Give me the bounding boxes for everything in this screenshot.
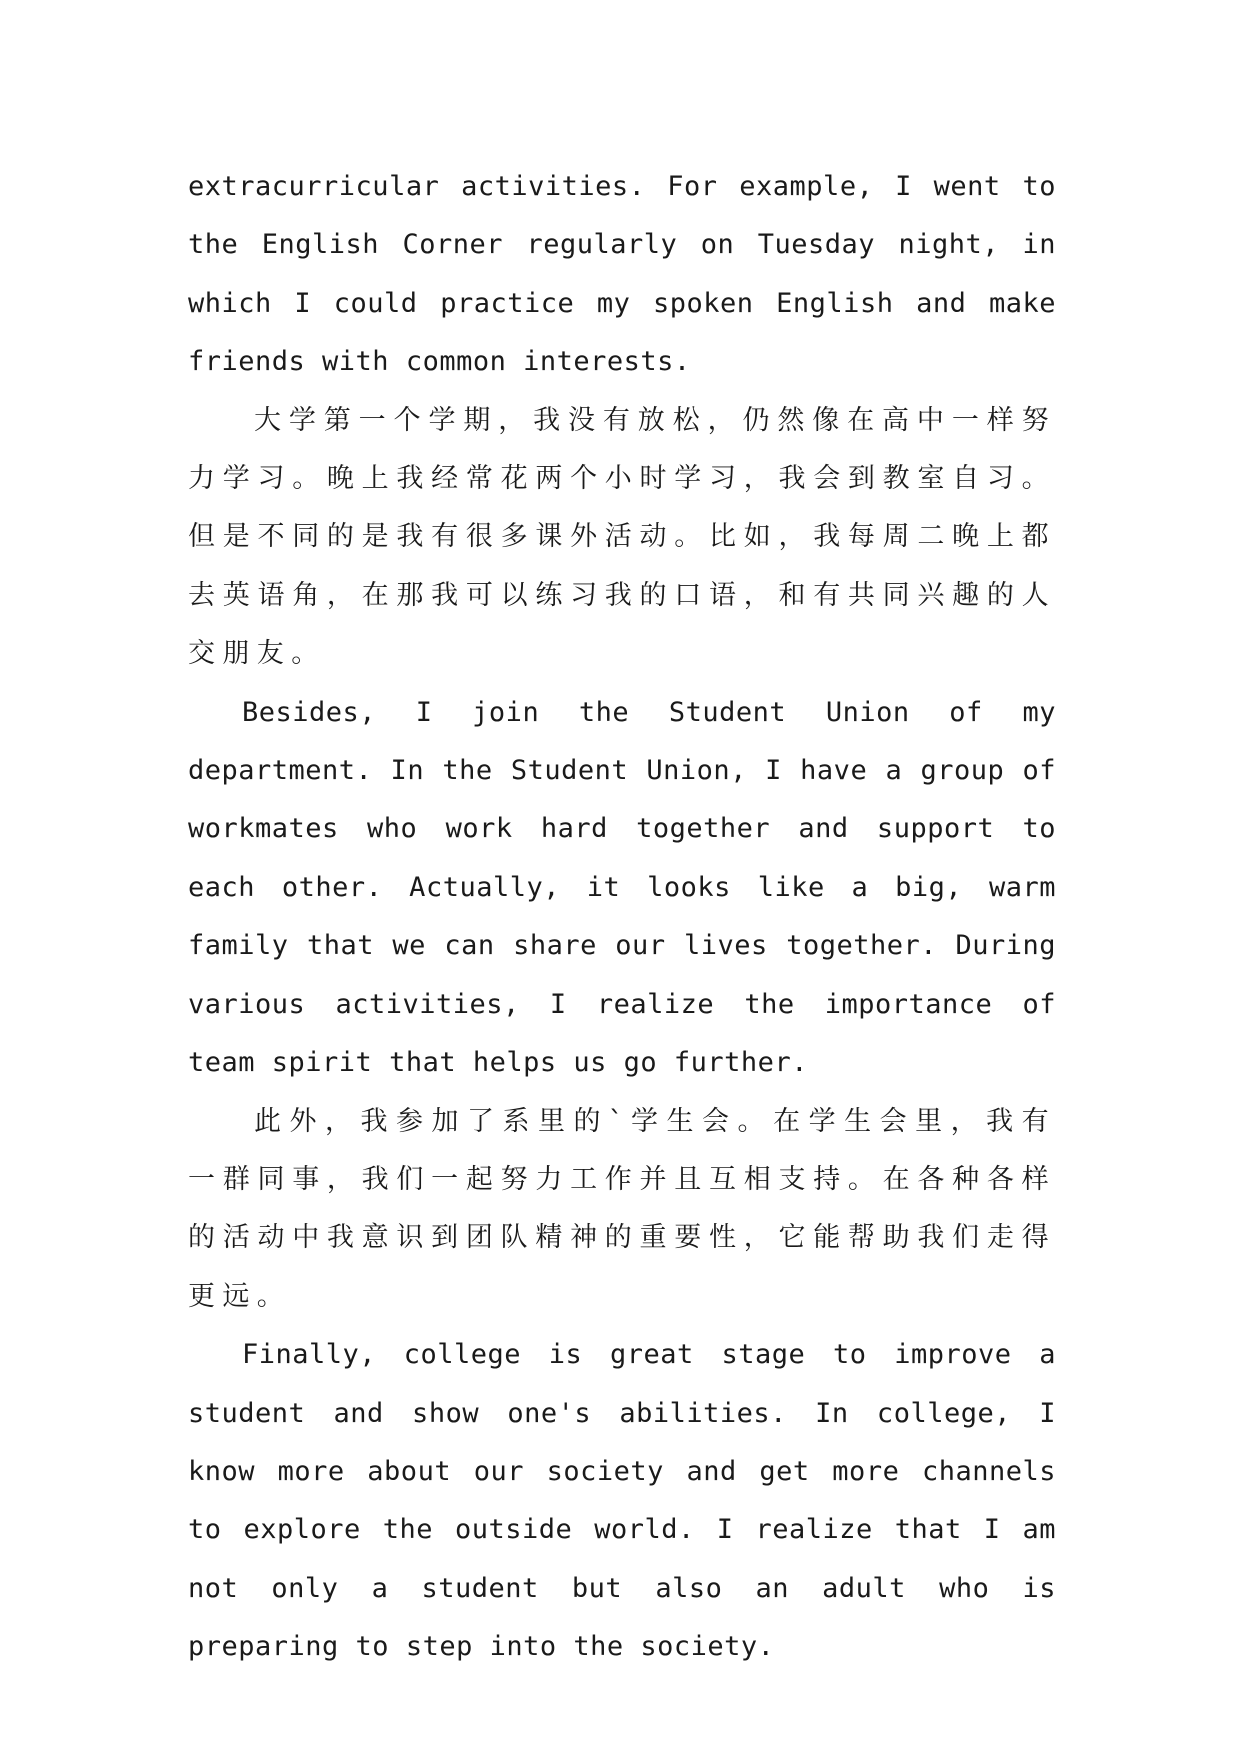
paragraph-finally: Finally, college is great stage to improve a student and show one's abilities. In college, I know more about our society and get more channels to explore the outside world. I realize that I am not only a student but also an adult who is preparing to step into the society. bbox=[188, 1339, 1056, 1663]
document-body bbox=[188, 158, 1056, 1677]
paragraph-student-union: Besides, I join the Student Union of my department. In the Student Union, I have a group of workmates who work hard together and support to each other. Actually, it looks like a big, warm family that we can share our lives together. During various activities, I realize the importance of team spirit that helps us go further. bbox=[188, 696, 1056, 1079]
paragraph-first-semester-chinese: 大学第一个学期，我没有放松，仍然像在高中一样努力学习。晚上我经常花两个小时学习，我会到教室自习。但是不同的是我有很多课外活动。比如，我每周二晚上都去英语角，在那我可以练习我的口语，和有共同兴趣的人交朋友。 bbox=[188, 404, 1056, 670]
paragraph-student-union-chinese: 此外，我参加了系里的`学生会。在学生会里，我有一群同事，我们一起努力工作并且互相支持。在各种各样的活动中我意识到团队精神的重要性，它能帮助我们走得更远。 bbox=[188, 1105, 1056, 1312]
paragraph-extracurricular: extracurricular activities. For example, I went to the English Corner regularly on Tuesday night, in which I could practice my spoken English and make friends with common interests. bbox=[188, 171, 1056, 378]
